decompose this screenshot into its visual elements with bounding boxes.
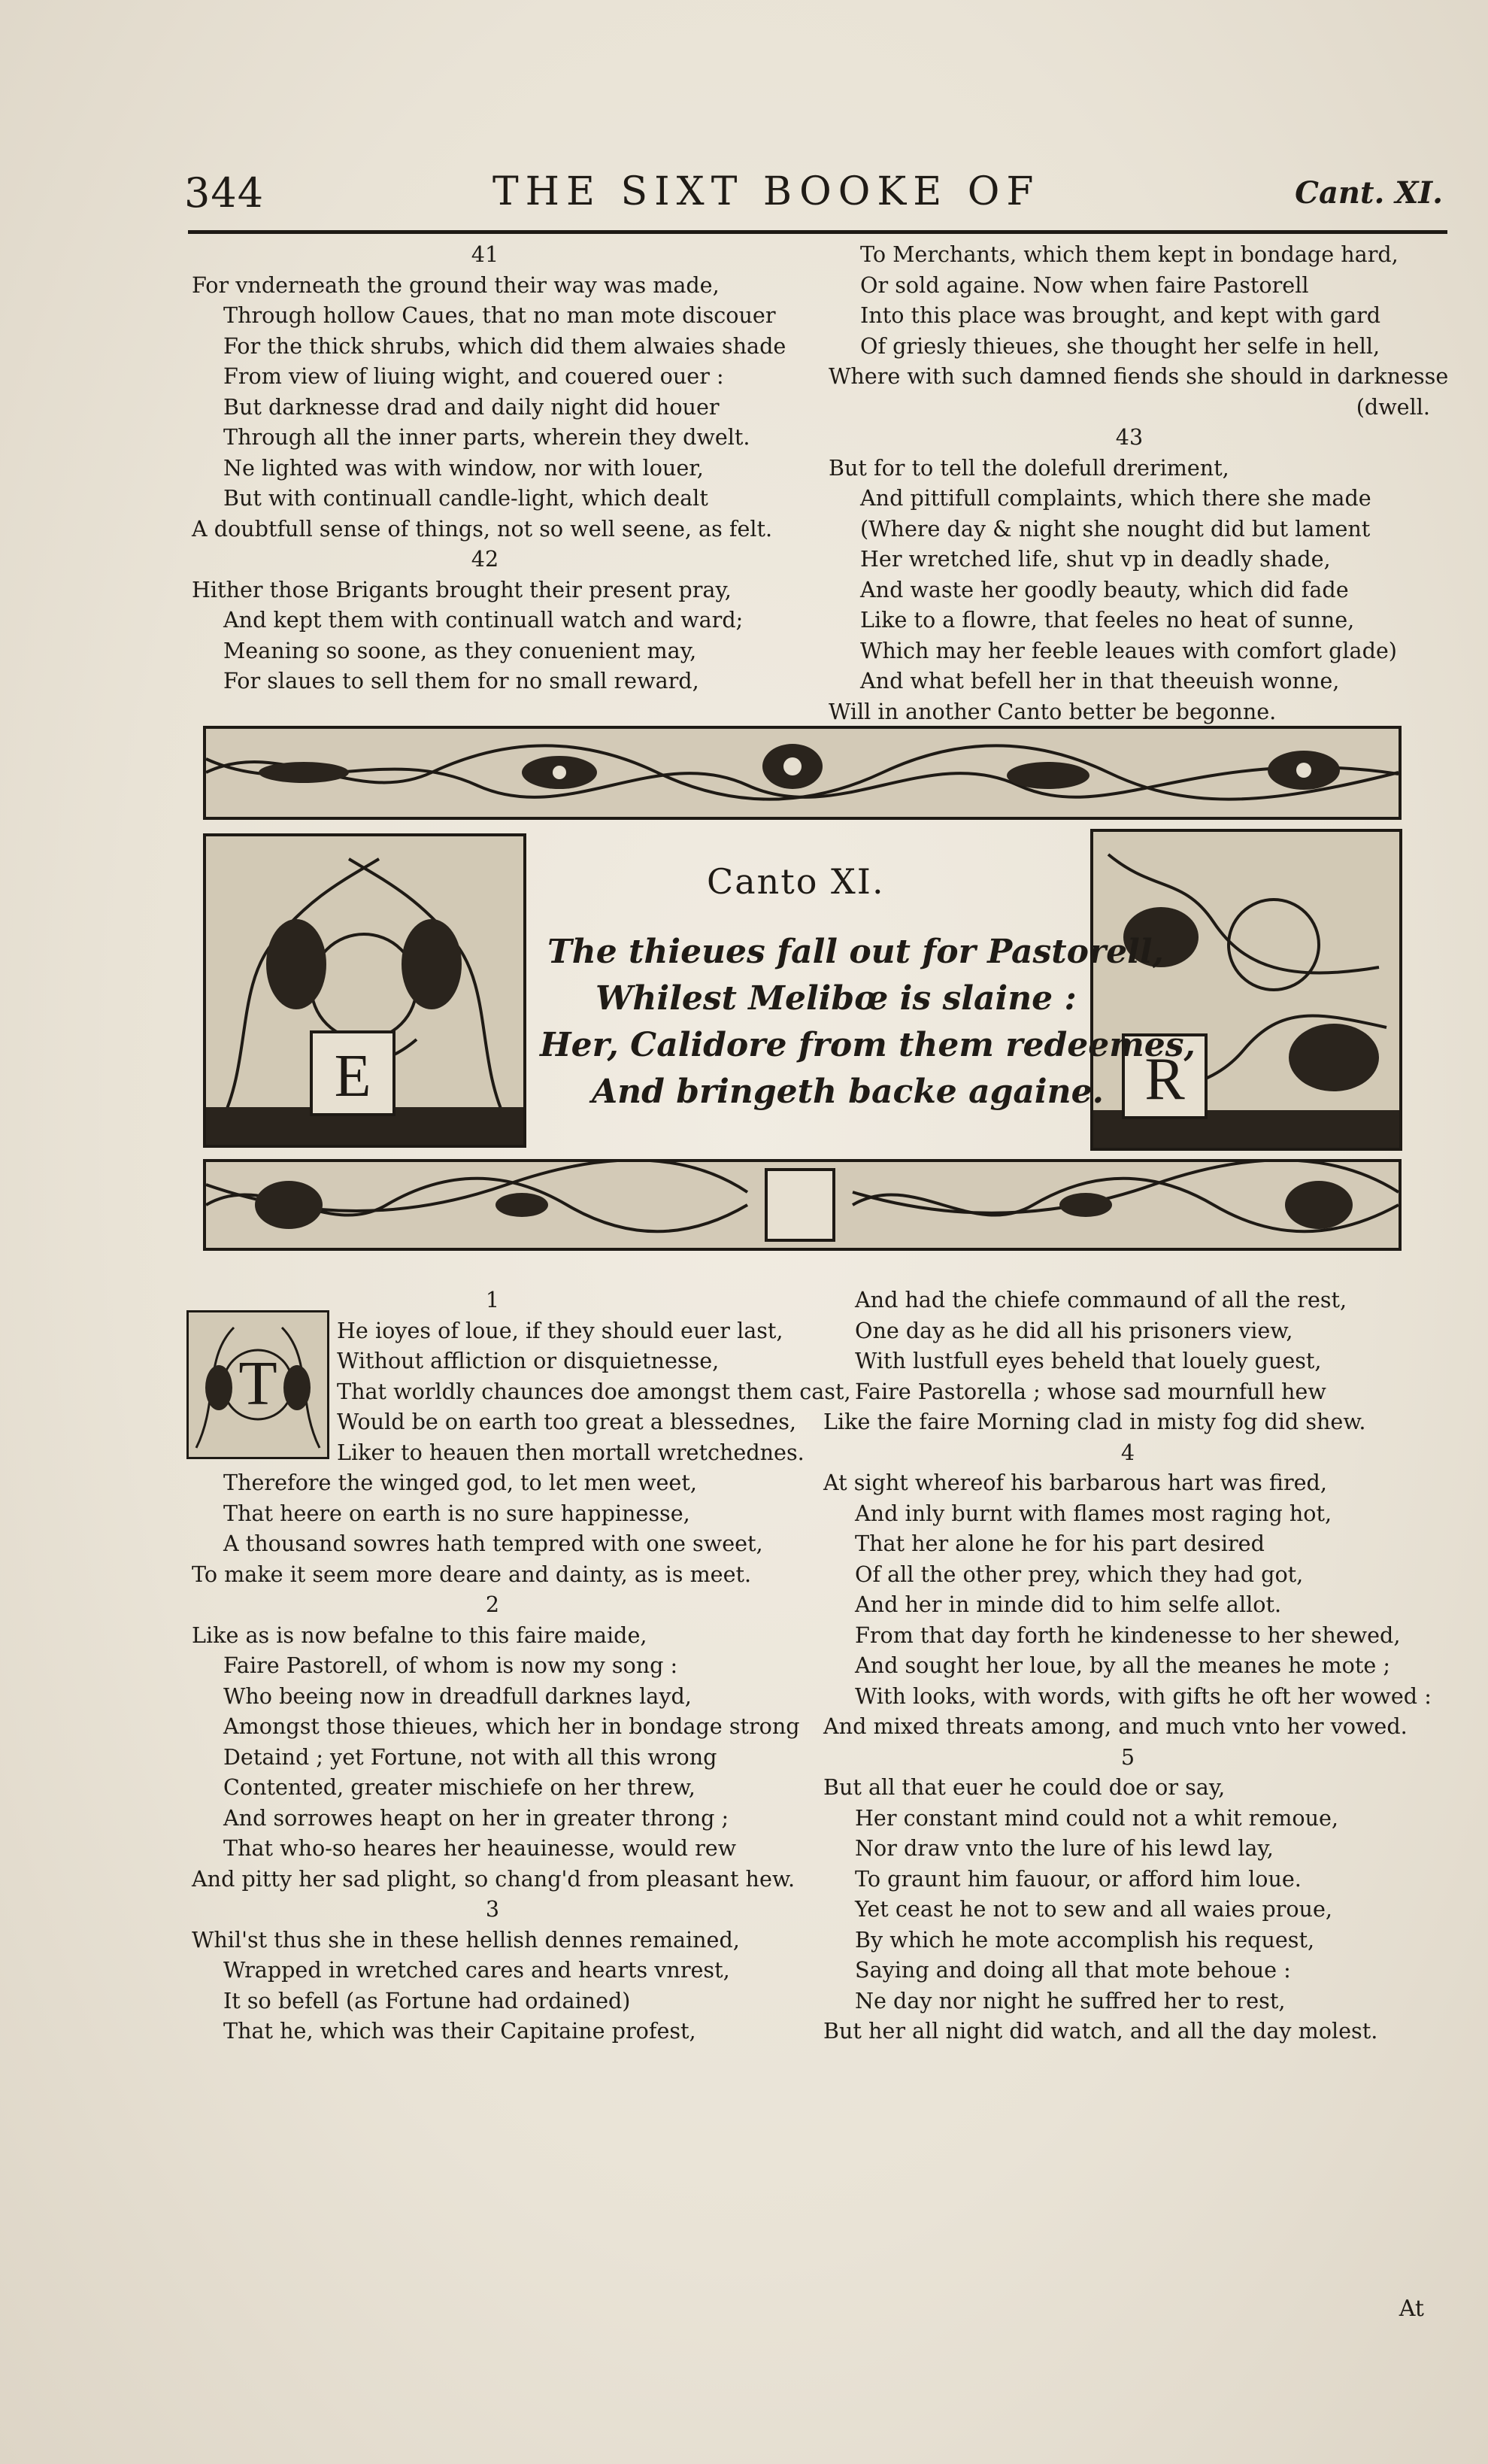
verse-line: Ne day nor night he suffred her to rest, <box>855 1987 1286 2013</box>
verse-line: But her all night did watch, and all the day molest. <box>823 2018 1378 2044</box>
verse-line: And pitty her sad plight, so chang'd from pleasant hew. <box>192 1865 796 1892</box>
argument-line-4: And bringeth backe againe. <box>592 1073 1104 1111</box>
verse-line: That heere on earth is no sure happinesse, <box>223 1500 690 1526</box>
stanza-column-bottom-left <box>192 1285 851 2047</box>
verse-line: Therefore the winged god, to let men weet, <box>223 1470 697 1495</box>
verse-line: It so befell (as Fortune had ordained) <box>223 1987 631 2013</box>
ornament-band-bottom <box>203 1159 1402 1251</box>
canto-reference: Cant. XI. <box>1295 175 1443 211</box>
stanza-number: 4 <box>1120 1439 1135 1465</box>
verse-line: Of all the other prey, which they had got, <box>855 1561 1304 1587</box>
stanza-column-top-left <box>192 239 786 696</box>
verse-line: And what befell her in that theeuish wonne, <box>860 668 1340 693</box>
verse-line: And mixed threats among, and much vnto her vowed. <box>823 1713 1408 1739</box>
page-number: 344 <box>184 169 265 217</box>
verse-line: That he, which was their Capitaine profest, <box>223 2018 696 2044</box>
vine-ornament-icon <box>206 729 1399 817</box>
ornamental-initial-r: R <box>1144 1046 1185 1112</box>
verse-line: Without affliction or disquietnesse, <box>337 1348 720 1373</box>
verse-line: But with continuall candle-light, which dealt <box>223 485 708 511</box>
stanza-number: 41 <box>471 241 499 267</box>
verse-line: For the thick shrubs, which did them alwaies shade <box>223 332 786 359</box>
ornamental-initial-e: E <box>334 1043 371 1109</box>
verse-line: For slaues to sell them for no small reward, <box>223 668 699 693</box>
verse-line: That her alone he for his part desired <box>855 1531 1265 1556</box>
ornament-band-top <box>203 726 1402 820</box>
verse-line: Nor draw vnto the lure of his lewd lay, <box>855 1835 1274 1861</box>
verse-line: From that day forth he kindenesse to her shewed, <box>855 1622 1401 1648</box>
verse-line: And kept them with continuall watch and ward; <box>223 607 744 633</box>
verse-line: With looks, with words, with gifts he oft her wowed : <box>855 1683 1432 1709</box>
verse-line: Into this place was brought, and kept with gard <box>860 302 1381 328</box>
verse-line: A thousand sowres hath tempred with one sweet, <box>223 1531 763 1556</box>
verse-line-turnover: (dwell. <box>1356 393 1430 420</box>
running-header <box>184 169 1443 222</box>
verse-line: Faire Pastorella ; whose sad mournfull hew <box>855 1378 1326 1404</box>
verse-line: Ne lighted was with window, nor with louer, <box>223 454 704 481</box>
stanza-column-bottom-right <box>823 1285 1432 2047</box>
ornament-panel-right <box>1090 829 1402 1151</box>
verse-line: Through all the inner parts, wherein they dwelt. <box>223 424 750 450</box>
verse-line: Contented, greater mischiefe on her threw, <box>223 1774 696 1800</box>
verse-line: But darknesse drad and daily night did houer <box>223 393 720 420</box>
running-title: THE SIXT BOOKE OF <box>492 169 1041 214</box>
verse-line: Like the faire Morning clad in misty fog did shew. <box>823 1409 1366 1434</box>
verse-line: Liker to heauen then mortall wretchednes. <box>337 1439 805 1465</box>
verse-line: And inly burnt with flames most raging hot, <box>855 1500 1332 1526</box>
verse-line: Saying and doing all that mote behoue : <box>855 1957 1291 1983</box>
stanza-number: 42 <box>471 546 499 572</box>
verse-line: And had the chiefe commaund of all the rest, <box>855 1287 1347 1312</box>
verse-line: Which may her feeble leaues with comfort glade) <box>860 637 1397 663</box>
argument-line-3: Her, Calidore from them redeemes, <box>540 1026 1196 1064</box>
scroll-ornament-icon <box>206 1162 1399 1248</box>
verse-line: And sought her loue, by all the meanes he mote ; <box>855 1652 1390 1678</box>
verse-line: Like as is now befalne to this faire maide, <box>192 1622 647 1648</box>
stanza-column-top-right <box>829 239 1449 727</box>
verse-line: Yet ceast he not to sew and all waies proue, <box>855 1896 1332 1922</box>
stanza-number: 1 <box>485 1287 500 1312</box>
verse-line: By which he mote accomplish his request, <box>855 1926 1315 1953</box>
verse-line: At sight whereof his barbarous hart was fired, <box>823 1470 1327 1495</box>
catchword: At <box>1399 2296 1424 2322</box>
verse-line: Or sold againe. Now when faire Pastorell <box>860 272 1309 298</box>
cherub-figure-icon <box>206 836 523 1145</box>
verse-line: But all that euer he could doe or say, <box>823 1774 1226 1800</box>
verse-line: Her constant mind could not a whit remoue, <box>855 1804 1339 1831</box>
verse-line: Through hollow Caues, that no man mote discouer <box>223 302 776 328</box>
verse-line: Detaind ; yet Fortune, not with all this wrong <box>223 1743 717 1770</box>
stanza-number: 2 <box>485 1592 500 1617</box>
verse-line: Faire Pastorell, of whom is now my song : <box>223 1652 678 1678</box>
drop-cap-letter: T <box>238 1349 277 1419</box>
ornament-panel-left <box>203 833 526 1148</box>
verse-line: To graunt him fauour, or afford him loue. <box>855 1865 1302 1892</box>
verse-line: But for to tell the dolefull dreriment, <box>829 454 1229 481</box>
header-rule <box>188 230 1447 234</box>
verse-line: A doubtfull sense of things, not so well seene, as felt. <box>192 515 773 542</box>
verse-line: And pittifull complaints, which there she made <box>860 485 1371 511</box>
verse-line: Meaning so soone, as they conuenient may, <box>223 637 697 663</box>
verse-line: Of griesly thieues, she thought her selfe in hell, <box>860 332 1380 359</box>
verse-line: To Merchants, which them kept in bondage hard, <box>860 241 1399 267</box>
verse-line: Amongst those thieues, which her in bondage strong <box>223 1713 800 1739</box>
stanza-number: 3 <box>485 1896 500 1922</box>
verse-line: Whil'st thus she in these hellish dennes remained, <box>192 1926 740 1953</box>
canto-title: Canto XI. <box>707 861 885 902</box>
verse-line: (Where day & night she nought did but lament <box>860 515 1371 542</box>
verse-line: And waste her goodly beauty, which did fade <box>860 576 1349 602</box>
verse-line: Would be on earth too great a blessednes, <box>337 1409 796 1434</box>
verse-line: For vnderneath the ground their way was made, <box>192 272 720 298</box>
verse-line: And sorrowes heapt on her in greater throng ; <box>223 1804 729 1831</box>
stanza-number: 5 <box>1120 1743 1135 1770</box>
stanza-number: 43 <box>1115 424 1144 450</box>
argument-line-2: Whilest Melibœ is slaine : <box>596 979 1077 1018</box>
unicorn-figure-icon <box>1093 832 1399 1148</box>
verse-line: Will in another Canto better be begonne. <box>829 698 1277 724</box>
verse-line: Where with such damned fiends she should in darknesse <box>829 363 1449 389</box>
verse-line: That who-so heares her heauinesse, would rew <box>223 1835 737 1861</box>
verse-line: Who beeing now in dreadfull darknes layd, <box>223 1683 692 1709</box>
verse-line: To make it seem more deare and dainty, as is meet. <box>192 1561 752 1587</box>
verse-line: One day as he did all his prisoners view, <box>855 1317 1293 1343</box>
argument-line-1: The thieues fall out for Pastorell, <box>547 933 1164 971</box>
verse-line: With lustfull eyes beheld that louely guest, <box>855 1348 1322 1373</box>
verse-line: Like to a flowre, that feeles no heat of sunne, <box>860 607 1355 633</box>
verse-line: Hither those Brigants brought their present pray, <box>192 576 732 602</box>
verse-line: From view of liuing wight, and couered ouer : <box>223 363 724 389</box>
verse-line: Wrapped in wretched cares and hearts vnrest, <box>223 1957 730 1983</box>
verse-line: That worldly chaunces doe amongst them cast, <box>337 1378 851 1404</box>
verse-line: And her in minde did to him selfe allot. <box>855 1592 1282 1617</box>
verse-line: Her wretched life, shut vp in deadly shade, <box>860 546 1331 572</box>
verse-line: He ioyes of loue, if they should euer last, <box>337 1317 783 1343</box>
